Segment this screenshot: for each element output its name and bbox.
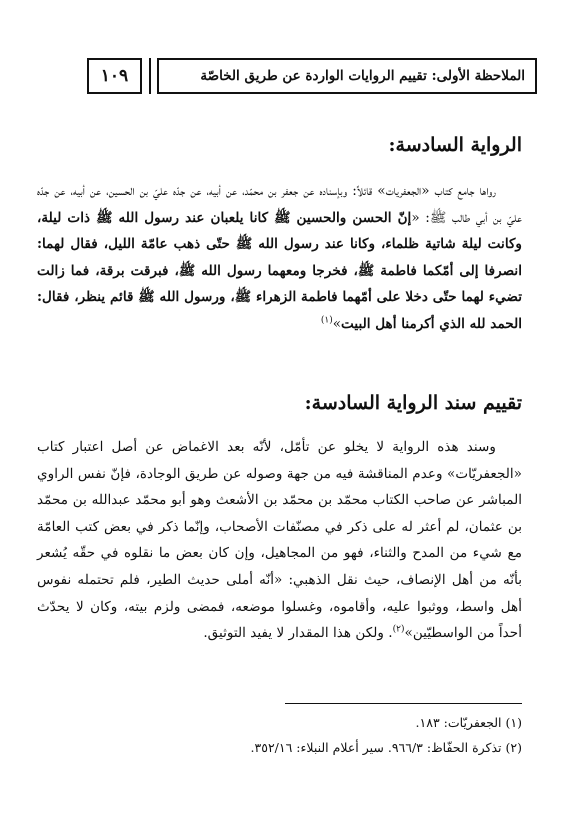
footnote-separator	[285, 703, 522, 704]
evaluation-body: وسند هذه الرواية لا يخلو عن تأمّل، لأنّه بعد الاغماض عن أصل اعتبار كتاب «الجعفريّات» وعدم المناقشة فيه من جهة وصوله عن طريق الوجادة، فإنّ نفس الراوي المباشر عن صاحب الكتاب محمّد بن محمّد بن الأشعث وهو أبو محمّد عبدالله بن محمّد بن عثمان، لم أعثر له على ذكر في مصنّفات الأصحاب، وإنّما ذكر في بعض كتب العامّة مع شيء من المدح والثناء، فهو من المجاهيل، وإن كان بعض ما نقلوه في حقّه يُشعر بأنّه من أهل الإنصاف، حيث نقل الذهبي: «أنّه أملى حديث الطير، فلم تحتمله نفوس أهل واسط، ووثبوا عليه، وأقاموه، وغسلوا موضعه، فمضى ولزم بيته، وكان لا يحدّث أحداً من الواسطيّين»	[37, 439, 522, 642]
footnote-ref-2: (٢)	[392, 624, 405, 635]
narration-closing: »	[332, 315, 342, 332]
section-title-evaluation: تقييم سند الرواية السادسة:	[304, 392, 522, 414]
page-number: ١٠٩	[87, 58, 142, 94]
footnote-ref-1: (١)	[320, 315, 333, 326]
footnotes	[42, 710, 522, 760]
evaluation-tail: . ولكن هذا المقدار لا يفيد التوثيق.	[203, 625, 393, 642]
narration-text: إنّ الحسن والحسين ﷺ كانا يلعبان عند رسول الله ﷺ ذات ليلة، وكانت ليلة شاتية ظلماء، وكانا عند رسول الله ﷺ حتّى ذهب عامّة الليل، فقال لهما: انصرفا إلى أمّكما فاطمة ﷺ، فخرجا ومعهما رسول الله ﷺ، فبرقت برقة، فما زالت تضيء لهما حتّى دخلا على أمّهما فاطمة الزهراء ﷺ، ورسول الله ﷺ قائم ينظر، فقال: الحمد لله الذي أكرمنا أهل البيت	[37, 209, 522, 332]
header-divider	[149, 58, 151, 94]
narration-paragraph	[37, 178, 522, 338]
footnote-2: (٢) تذكرة الحفّاظ: ٩٦٦/٣. سير أعلام النبلاء: ٣٥٢/١٦.	[250, 740, 522, 755]
evaluation-paragraph	[37, 434, 522, 647]
page-header	[87, 58, 537, 94]
narration-intro: رواها جامع كتاب «الجعفريات» قائلاً: وبإسناده عن جعفر بن محمّد، عن أبيه، عن جدّه عليّ بن الحسين، عن أبيه، عن جدّه عليّ بن أبي طالب ﷺ: «	[37, 183, 522, 226]
section-title-narration: الرواية السادسة:	[388, 134, 522, 156]
running-title: الملاحظة الأولى: تقييم الروايات الواردة عن طريق الخاصّة	[157, 58, 537, 94]
footnote-1: (١) الجعفريّات: ١٨٣.	[415, 715, 522, 730]
